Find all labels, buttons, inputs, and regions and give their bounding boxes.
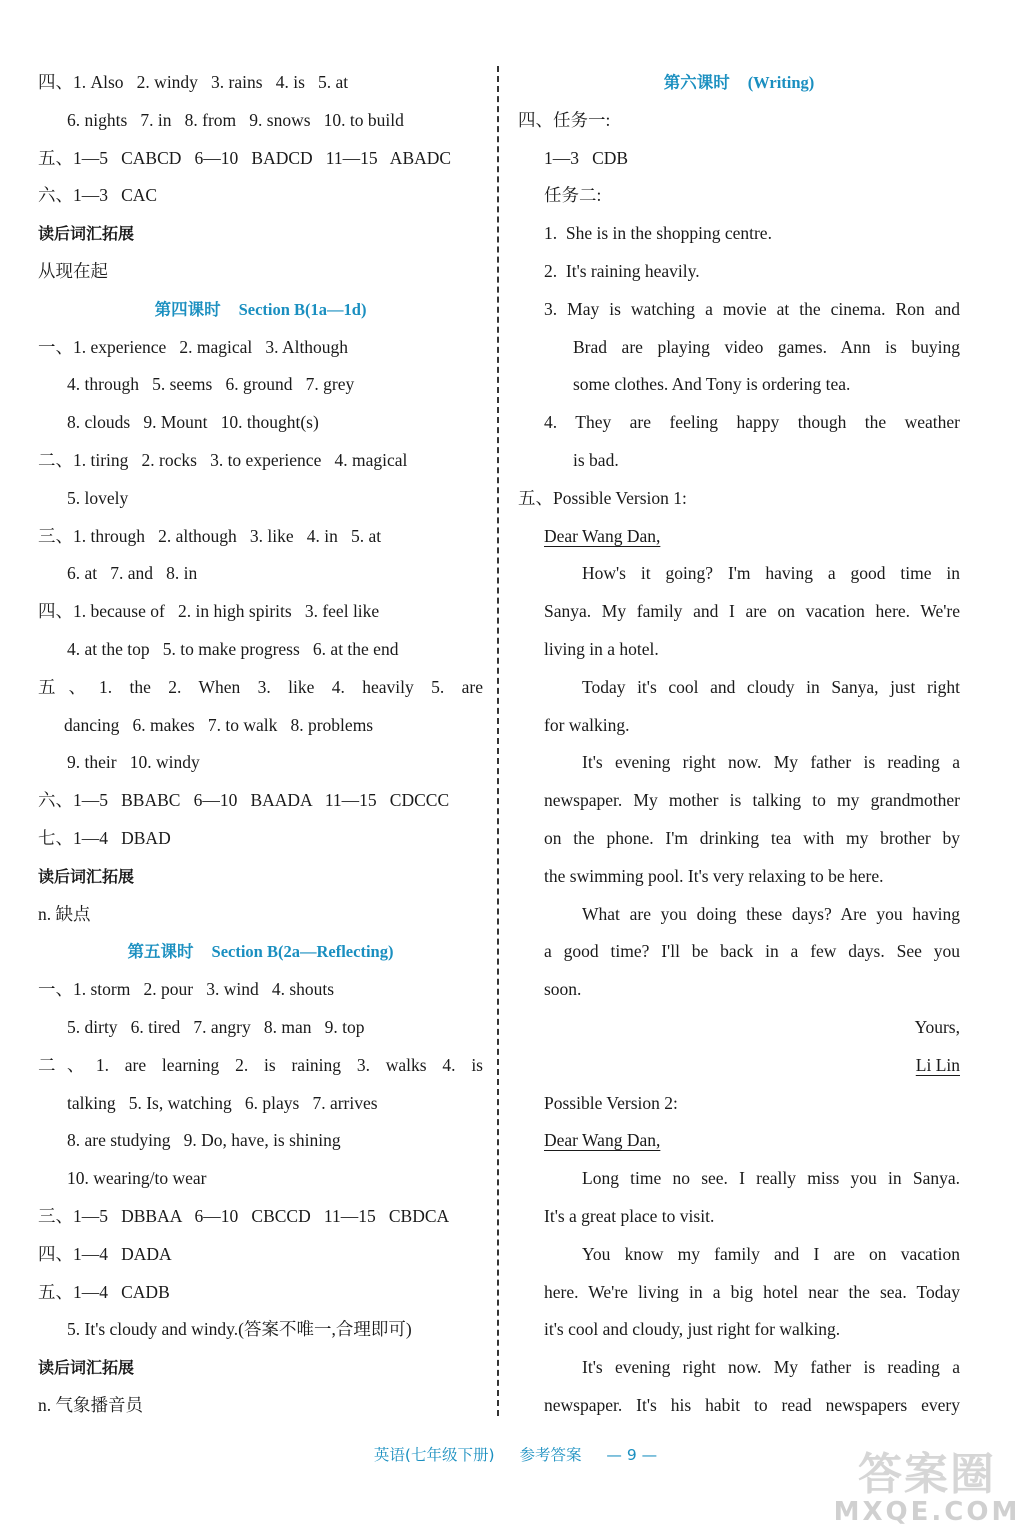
left-column [38,64,483,1425]
letter-paragraph-start: What are you doing these days? Are you having [582,903,960,924]
answer-line: 一、1. experience 2. magical 3. Although [38,336,349,357]
letter-line: a good time? I'll be back in a few days. See you [544,941,960,962]
letter-line: the swimming pool. It's very relaxing to be here. [544,865,884,886]
lesson-title: 第五课时 [127,942,194,962]
answer-line: 三、1. through 2. although 3. like 4. in 5. at [38,525,382,546]
answer-line: n. 气象播音员 [38,1394,143,1415]
answer-line: 6. nights 7. in 8. from 9. snows 10. to build [67,109,404,130]
answer-line: 七、1—4 DBAD [38,827,171,848]
answer-line: 5. It's cloudy and windy.(答案不唯一,合理即可) [67,1319,412,1340]
answer-line: Brad are playing video games. Ann is buying [573,336,960,357]
answer-line: 六、1—3 CAC [38,185,158,206]
letter-line: living in a hotel. [544,638,659,659]
answer-line: 8. are studying 9. Do, have, is shining [67,1130,341,1151]
letter-line: on the phone. I'm drinking tea with my brother by [544,827,960,848]
letter-line: newspaper. It's his habit to read newspapers every [544,1394,960,1415]
answer-line: 四、1. because of 2. in high spirits 3. feel like [38,601,380,622]
answer-line: some clothes. And Tony is ordering tea. [573,374,851,395]
letter-paragraph-start: You know my family and I are on vacation [582,1243,960,1264]
answer-line: 9. their 10. windy [67,752,200,773]
answer-line: n. 缺点 [38,903,91,924]
answer-line: 五、1—4 CADB [38,1281,170,1302]
letter-paragraph-start: It's evening right now. My father is reading a [582,752,960,773]
letter-salutation: Dear Wang Dan, [544,1130,661,1151]
answer-line: 2. It's raining heavily. [544,260,700,281]
answer-line: 5. dirty 6. tired 7. angry 8. man 9. top [67,1016,365,1037]
watermark-text-bottom: MXQE.COM [833,1496,1021,1527]
answer-line: 四、1. Also 2. windy 3. rains 4. is 5. at [38,72,349,92]
answer-line: talking 5. Is, watching 6. plays 7. arrives [67,1092,378,1113]
lesson-title: 第四课时 [154,299,221,319]
answer-line: 六、1—5 BBABC 6—10 BAADA 11—15 CDCCC [38,790,450,811]
answer-line: 4. They are feeling happy though the weather [544,412,960,433]
answer-line: 五、1. the 2. When 3. like 4. heavily 5. are [38,676,483,697]
letter-line: It's a great place to visit. [544,1205,715,1226]
answer-line: 四、1—4 DADA [38,1243,172,1264]
lesson-heading [518,64,960,102]
answer-line: 五、1—5 CABCD 6—10 BADCD 11—15 ABADC [38,147,452,168]
right-column [518,64,960,1425]
lesson-heading [38,933,483,971]
answer-line: 5. lovely [67,487,129,508]
vocab-extension-heading: 读后词汇拓展 [38,224,135,244]
letter-signature: Li Lin [915,1054,960,1075]
lesson-title: 第六课时 [663,73,730,92]
answer-line: 1—3 CDB [544,147,629,168]
watermark-logo [833,1446,1021,1531]
answer-line: 五、Possible Version 1: [518,487,687,508]
letter-line: soon. [544,979,582,1000]
letter-line: newspaper. My mother is talking to my grandmother [544,790,960,811]
letter-closing: Yours, [914,1016,960,1037]
answer-line: 四、任务一: [518,109,611,130]
answer-line: dancing 6. makes 7. to walk 8. problems [64,714,374,735]
answer-line: 二、1. are learning 2. is raining 3. walks 4. is [38,1054,483,1075]
answer-line: 二、1. tiring 2. rocks 3. to experience 4. magical [38,449,408,470]
answer-line: 三、1—5 DBBAA 6—10 CBCCD 11—15 CBDCA [38,1205,450,1226]
letter-paragraph-start: How's it going? I'm having a good time in [582,563,960,584]
letter-salutation: Dear Wang Dan, [544,525,661,546]
answer-line: 一、1. storm 2. pour 3. wind 4. shouts [38,979,335,1000]
footer-subject: 英语(七年级下册) [373,1446,495,1464]
answer-line: 10. wearing/to wear [67,1168,207,1189]
watermark-text-top: 答案圈 [858,1448,996,1500]
letter-line: here. We're living in a big hotel near the sea. Today [544,1281,960,1302]
vocab-extension-heading: 读后词汇拓展 [38,1358,135,1378]
answer-line: 4. at the top 5. to make progress 6. at the end [67,638,399,659]
answer-line: 3. May is watching a movie at the cinema. Ron and [544,298,960,319]
lesson-section: (Writing) [747,73,815,92]
lesson-heading [38,291,483,329]
letter-paragraph-start: Long time no see. I really miss you in Sanya. [582,1168,960,1189]
letter-line: for walking. [544,714,630,735]
footer-page-number: — 9 — [606,1446,658,1464]
answer-line: 6. at 7. and 8. in [67,563,198,584]
lesson-section: Section B(1a—1d) [238,299,367,319]
answer-line: 1. She is in the shopping centre. [544,223,772,244]
answer-line: 4. through 5. seems 6. ground 7. grey [67,374,355,395]
answer-line: 任务二: [544,185,602,206]
letter-paragraph-start: It's evening right now. My father is reading a [582,1357,960,1378]
answer-line: is bad. [573,449,619,470]
letter-line: it's cool and cloudy, just right for walking. [544,1319,841,1340]
letter-line: Sanya. My family and I are on vacation here. We're [544,601,960,622]
column-divider [497,66,499,1416]
answer-line: 8. clouds 9. Mount 10. thought(s) [67,412,319,433]
letter-paragraph-start: Today it's cool and cloudy in Sanya, just right [582,676,960,697]
vocab-extension-heading: 读后词汇拓展 [38,866,135,886]
letter-line: Possible Version 2: [544,1092,678,1113]
answer-line: 从现在起 [38,260,108,281]
lesson-section: Section B(2a—Reflecting) [211,942,394,962]
footer-label: 参考答案 [519,1446,582,1464]
